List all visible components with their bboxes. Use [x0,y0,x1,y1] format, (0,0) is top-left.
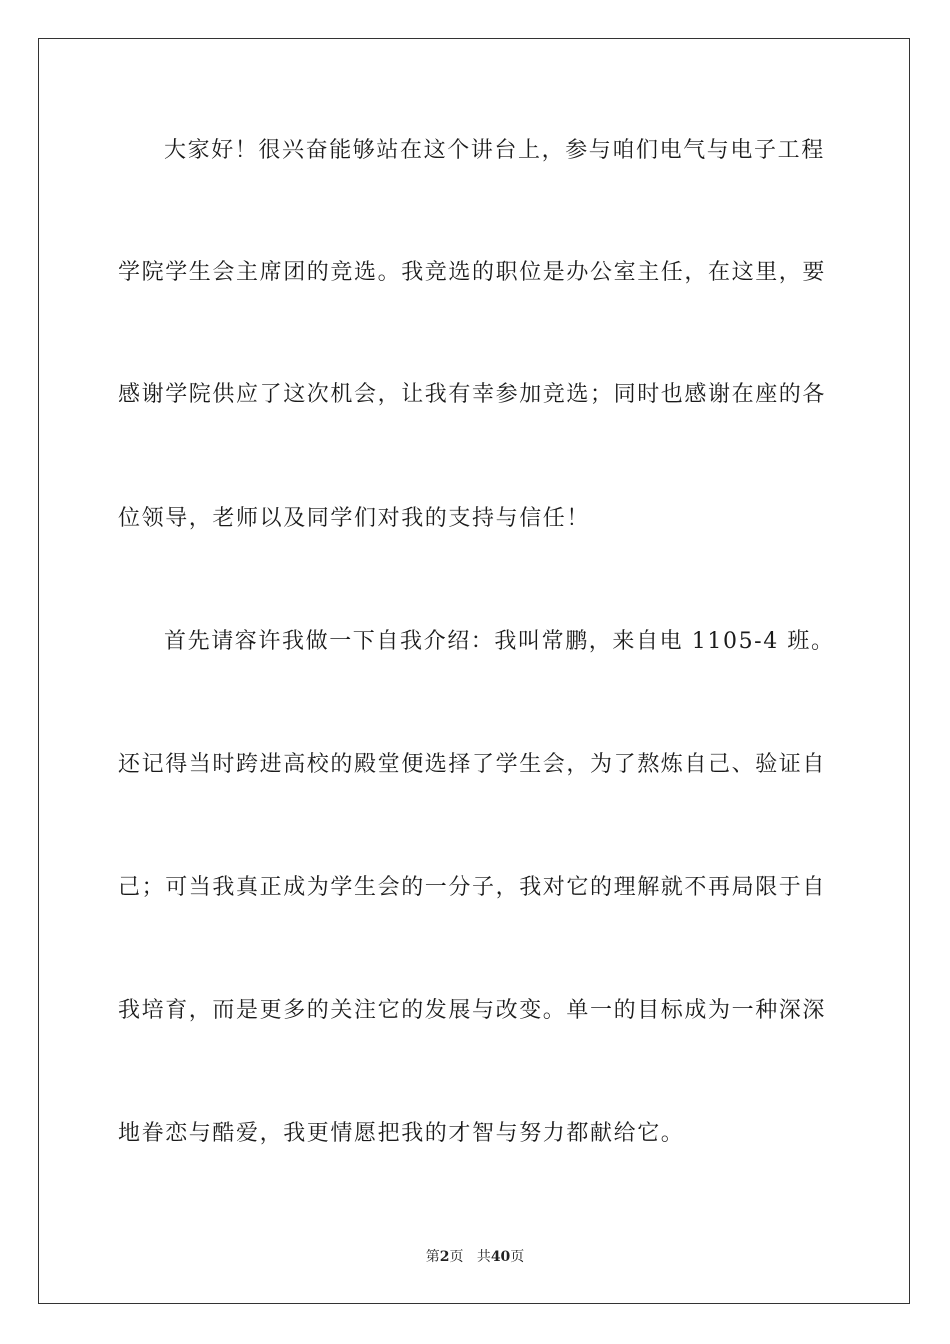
footer-page-number: 2 [439,1249,450,1265]
footer-prefix: 第 [425,1249,440,1265]
footer-page-suffix: 页 [449,1249,464,1265]
paragraph-1-line-4: 位领导，老师以及同学们对我的支持与信任！ [118,506,591,531]
paragraph-2-line-2: 还记得当时跨进高校的殿堂便选择了学生会，为了熬炼自己、验证自 [118,752,827,777]
paragraph-2-line-4: 我培育，而是更多的关注它的发展与改变。单一的目标成为一种深深 [118,998,827,1023]
paragraph-2-line-5: 地眷恋与酷爱，我更情愿把我的才智与努力都献给它。 [118,1121,685,1146]
paragraph-2-line-3: 己；可当我真正成为学生会的一分子，我对它的理解就不再局限于自 [118,875,827,900]
paragraph-1-line-1: 大家好！很兴奋能够站在这个讲台上，参与咱们电气与电子工程 [164,138,825,163]
footer-total-pages: 40 [490,1249,511,1265]
footer-total-prefix: 共 [476,1249,491,1265]
footer-total-suffix: 页 [510,1249,525,1265]
page-border [38,38,910,1304]
paragraph-1-line-3: 感谢学院供应了这次机会，让我有幸参加竞选；同时也感谢在座的各 [118,382,827,407]
paragraph-2-line-1: 首先请容许我做一下自我介绍：我叫常鹏，来自电 1105-4 班。 [164,629,835,654]
page-footer [0,1248,950,1266]
paragraph-1-line-2: 学院学生会主席团的竞选。我竞选的职位是办公室主任，在这里，要 [118,260,827,285]
